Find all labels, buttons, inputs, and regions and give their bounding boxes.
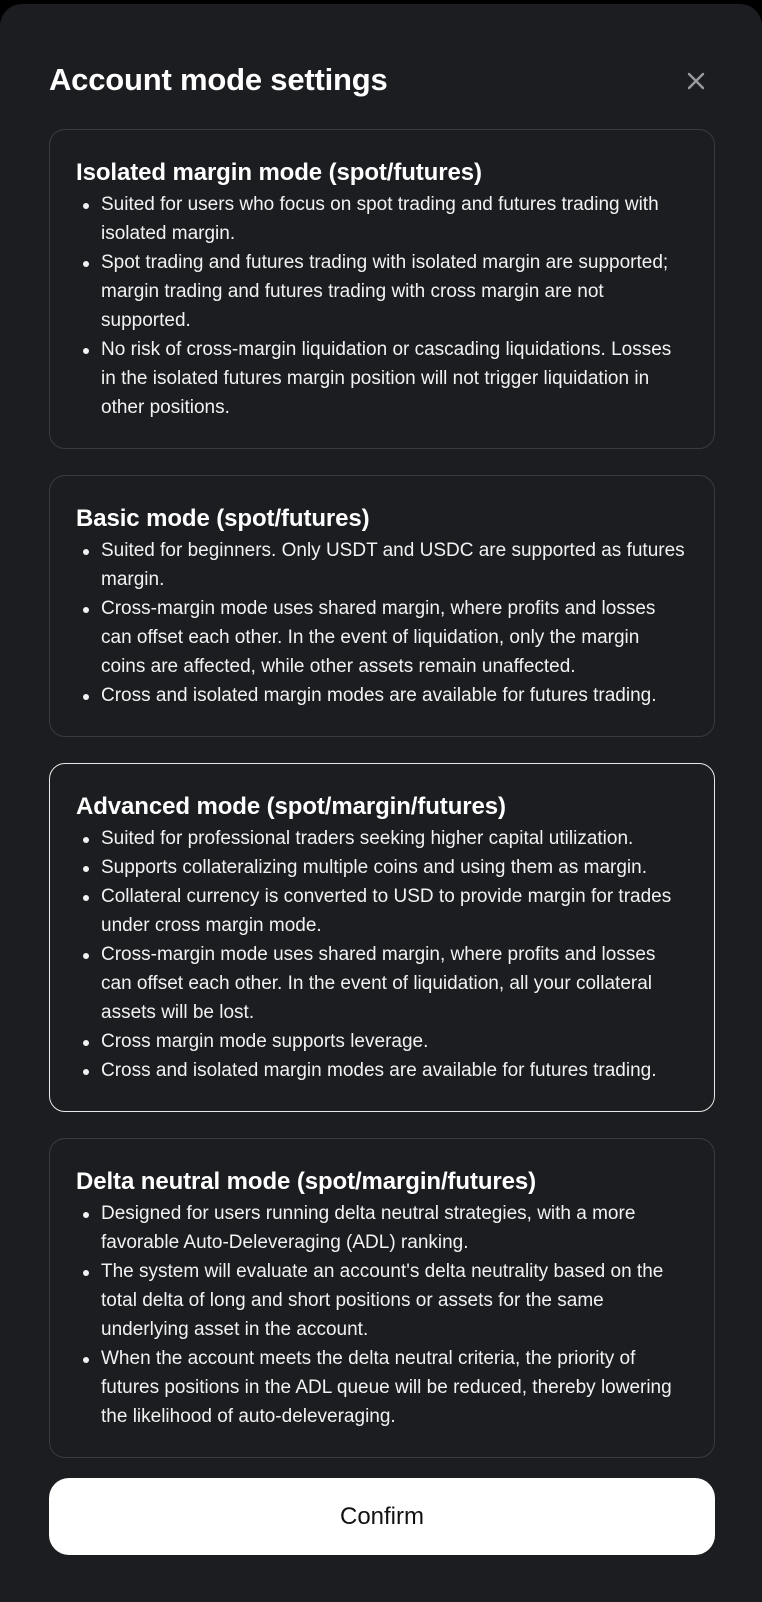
list-item: Supports collateralizing multiple coins and using them as margin. xyxy=(101,853,688,882)
list-item: Cross and isolated margin modes are available for futures trading. xyxy=(101,1056,688,1085)
mode-card-advanced[interactable] xyxy=(49,763,715,1112)
dialog-title: Account mode settings xyxy=(49,62,388,97)
list-item: No risk of cross-margin liquidation or cascading liquidations. Losses in the isolated futures margin position will not trigger liquidation in other positions. xyxy=(101,335,688,422)
list-item: Cross and isolated margin modes are available for futures trading. xyxy=(101,681,688,710)
dialog-header xyxy=(49,60,713,104)
mode-title: Delta neutral mode (spot/margin/futures) xyxy=(76,1168,537,1195)
list-item: Suited for professional traders seeking higher capital utilization. xyxy=(101,824,688,853)
list-item: Collateral currency is converted to USD to provide margin for trades under cross margin mode. xyxy=(101,882,688,940)
mode-title: Isolated margin mode (spot/futures) xyxy=(76,159,482,186)
mode-title: Advanced mode (spot/margin/futures) xyxy=(76,793,506,820)
list-item: The system will evaluate an account's delta neutrality based on the total delta of long and short positions or assets for the same underlying asset in the account. xyxy=(101,1257,688,1344)
mode-description-list xyxy=(76,190,688,422)
mode-description-list xyxy=(76,824,688,1085)
list-item: Cross margin mode supports leverage. xyxy=(101,1027,688,1056)
confirm-button[interactable]: Confirm xyxy=(49,1478,715,1555)
close-icon xyxy=(686,71,706,91)
mode-title: Basic mode (spot/futures) xyxy=(76,505,370,532)
list-item: Suited for beginners. Only USDT and USDC are supported as futures margin. xyxy=(101,536,688,594)
account-mode-dialog xyxy=(0,4,762,1602)
mode-card-isolated-margin[interactable] xyxy=(49,129,715,449)
list-item: Designed for users running delta neutral strategies, with a more favorable Auto-Deleveraging (ADL) ranking. xyxy=(101,1199,688,1257)
list-item: Cross-margin mode uses shared margin, where profits and losses can offset each other. In the event of liquidation, all your collateral assets will be lost. xyxy=(101,940,688,1027)
close-button[interactable] xyxy=(679,64,713,98)
list-item: Cross-margin mode uses shared margin, where profits and losses can offset each other. In the event of liquidation, only the margin coins are affected, while other assets remain unaffected. xyxy=(101,594,688,681)
mode-options xyxy=(49,129,715,1484)
mode-description-list xyxy=(76,1199,688,1431)
mode-description-list xyxy=(76,536,688,710)
list-item: Spot trading and futures trading with isolated margin are supported; margin trading and futures trading with cross margin are not supported. xyxy=(101,248,688,335)
list-item: When the account meets the delta neutral criteria, the priority of futures positions in the ADL queue will be reduced, thereby lowering the likelihood of auto-deleveraging. xyxy=(101,1344,688,1431)
mode-card-delta-neutral[interactable] xyxy=(49,1138,715,1458)
list-item: Suited for users who focus on spot trading and futures trading with isolated margin. xyxy=(101,190,688,248)
mode-card-basic[interactable] xyxy=(49,475,715,737)
